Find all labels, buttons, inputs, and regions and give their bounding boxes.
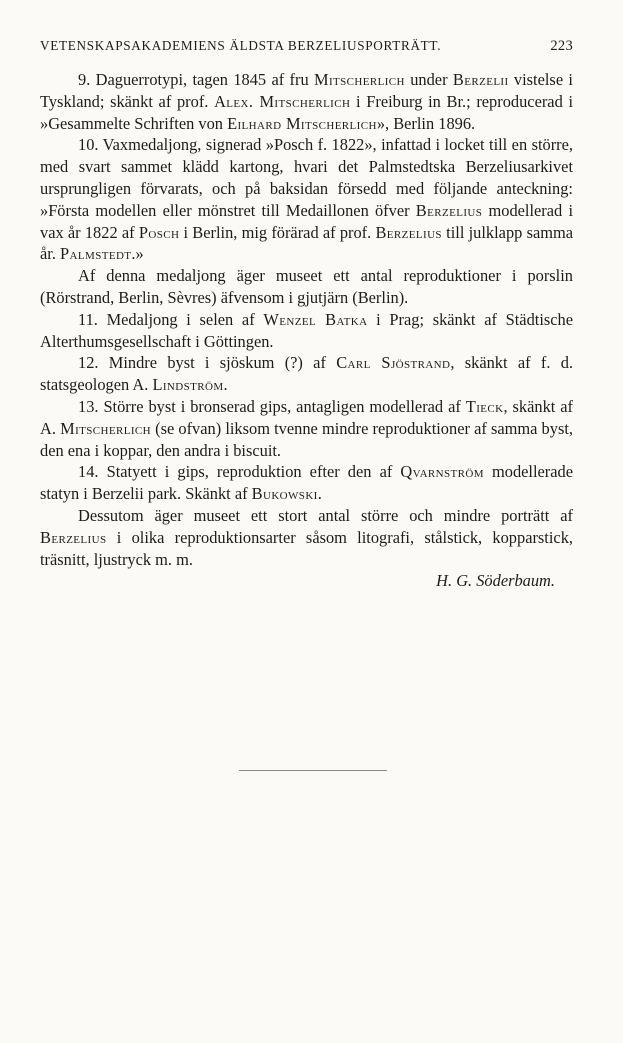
item-11: 11. Medaljong i selen af Wenzel Batka i Prag; skänkt af Städtische Alterthumsgesellschaft i Göttingen.	[40, 309, 573, 351]
header-title: VETENSKAPSAKADEMIENS ÄLDSTA BERZELIUSPORTRÄTT.	[40, 38, 442, 53]
running-header	[40, 38, 573, 55]
author-signature: H. G. Söderbaum.	[436, 571, 555, 591]
item-10: 10. Vaxmedaljong, signerad »Posch f. 1822», infattad i locket till en större, med svart sammet klädd kartong, hvari det Palmstedtska Berzeliusarkivet ursprungligen förvarats, och på baksidan försedd med följande anteckning: »Första modellen eller mönstret till Medaillonen öfver Berzelius modellerad i vax år 1822 af Posch i Berlin, mig förärad af prof. Berzelius till julklapp samma år. Palmstedt.»	[40, 135, 573, 264]
item-12: 12. Mindre byst i sjöskum (?) af Carl Sjöstrand, skänkt af f. d. statsgeologen A. Lindström.	[40, 353, 573, 395]
end-rule	[239, 770, 387, 771]
page-number: 223	[550, 38, 573, 54]
item-13: 13. Större byst i bronserad gips, antagligen modellerad af Tieck, skänkt af A. Mitscherlich (se ofvan) liksom tvenne mindre reproduktioner af samma byst, den ena i koppar, den andra i biscuit.	[40, 396, 573, 460]
item-10-note: Af denna medaljong äger museet ett antal reproduktioner i porslin (Rörstrand, Berlin, Sèvres) äfvensom i gjutjärn (Berlin).	[40, 266, 573, 307]
document-page	[40, 38, 573, 592]
item-14: 14. Statyett i gips, reproduktion efter den af Qvarnström modellerade statyn i Berzelii park. Skänkt af Bukowski.	[40, 462, 574, 504]
closing-paragraph: Dessutom äger museet ett stort antal större och mindre porträtt af Berzelius i olika reproduktionsarter såsom litografi, stålstick, kopparstick, träsnitt, ljustryck m. m.	[40, 505, 573, 569]
item-9: 9. Daguerrotypi, tagen 1845 af fru Mitscherlich under Berzelii vistelse i Tyskland; skänkt af prof. Alex. Mitscherlich i Freiburg in Br.; reproducerad i »Gesammelte Schriften von Eilhard Mitscherlich», Berlin 1896.	[40, 70, 574, 133]
